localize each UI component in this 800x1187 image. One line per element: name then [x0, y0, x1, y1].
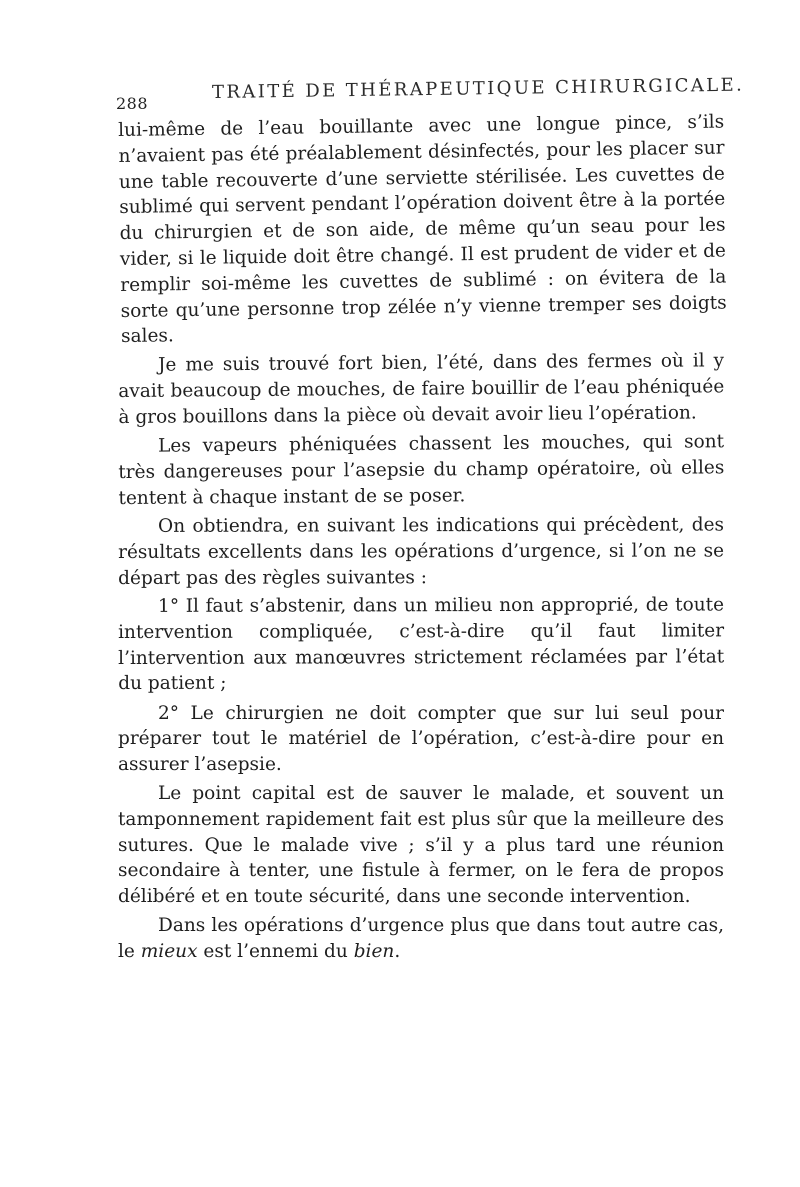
body-text — [118, 111, 727, 965]
rule-item-1: 1° Il faut s’abstenir, dans un milieu non approprié, de toute intervention compliquée, c’est-à-dire qu’il faut limiter l’intervention aux manœuvres strictement réclamées par l’état du patient ; — [118, 594, 725, 695]
paragraph-regles: On obtiendra, en suivant les indications qui précèdent, des résultats excellents dans les opérations d’urgence, si l’on ne se départ pas des règles suivantes : — [118, 514, 725, 589]
running-title: TRAITÉ DE THÉRAPEUTIQUE CHIRURGICALE. — [211, 74, 745, 103]
paragraph-mouches: Je me suis trouvé fort bien, l’été, dans des fermes où il y avait beaucoup de mouches, de faire bouillir de l’eau phéniquée à gros bouillons dans la pièce où devait avoir lieu l’opération. — [118, 350, 725, 428]
conclusion-emphasis-bien: bien — [353, 940, 395, 962]
conclusion-emphasis-mieux: mieux — [140, 940, 198, 962]
conclusion-middle: est l’ennemi du — [203, 940, 348, 962]
paragraph-vapeurs: Les vapeurs phéniquées chassent les mouches, qui sont très dangereuses pour l’asepsie du champ opératoire, où elles tentent à chaque instant de se poser. — [118, 430, 725, 509]
conclusion-start: Dans les opérations d’urgence plus que dans tout autre cas, le — [118, 914, 724, 962]
paragraph-conclusion — [118, 913, 724, 965]
page-number: 288 — [116, 94, 149, 113]
paragraph-continuation: lui-même de l’eau bouillante avec une longue pince, s’ils n’avaient pas été préalablement désinfectés, pour les placer sur une table recouverte d’une serviette stérilisée. Les cuvettes de sublimé qui servent pendant l’opération doivent être à la portée du chirurgien et de son aide, de même qu’un seau pour les vider, si le liquide doit être changé. Il est prudent de vider et de remplir soi-même les cuvettes de sublimé : on évitera de la sorte qu’une personne trop zélée n’y vienne tremper ses doigts sales. — [118, 111, 727, 348]
page-header — [116, 74, 745, 113]
rule-item-2: 2° Le chirurgien ne doit compter que sur lui seul pour préparer tout le matériel de l’opération, c’est-à-dire pour en assurer l’asepsie. — [118, 702, 724, 776]
paragraph-point-capital: Le point capital est de sauver le malade, et souvent un tamponnement rapidement fait est plus sûr que la meilleure des sutures. Que le malade vive ; s’il y a plus tard une réunion secondaire à tenter, une fistule à fermer, on le fera de propos délibéré et en toute sécurité, dans une seconde intervention. — [118, 782, 724, 908]
conclusion-end: . — [394, 940, 401, 962]
